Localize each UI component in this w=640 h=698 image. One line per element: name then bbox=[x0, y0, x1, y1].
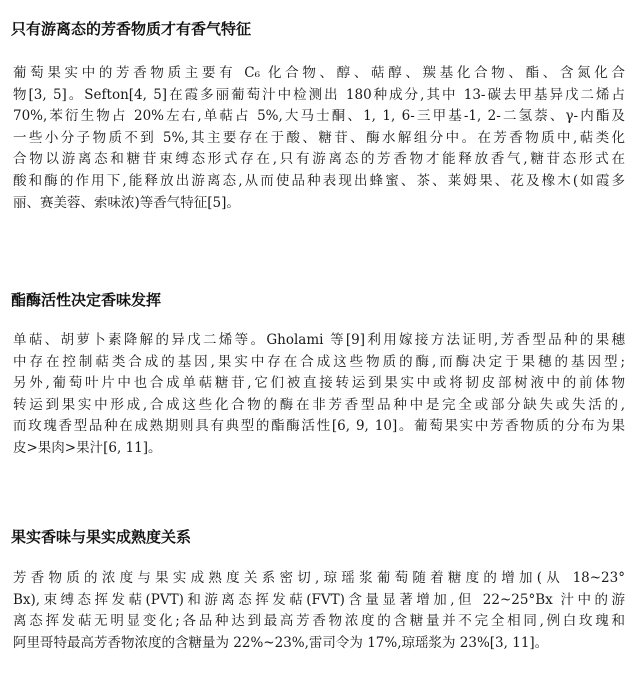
paragraph-line: 芳香物质的浓度与果实成熟度关系密切,琼瑶浆葡萄随着糖度的增加(从 18~23° bbox=[13, 570, 625, 586]
paragraph-line: 酸和酶的作用下,能释放出游离态,从而使品种表现出蜂蜜、茶、莱姆果、花及橡木(如霞多 bbox=[13, 172, 625, 189]
paragraph-line: Bx),束缚态挥发萜(PVT)和游离态挥发萜(FVT)含量显著增加,但 22~25°Bx 汁中的游 bbox=[13, 591, 625, 608]
section-heading-esterase: 酯酶活性决定香味发挥 bbox=[11, 291, 162, 309]
section-paragraph-esterase bbox=[13, 330, 625, 460]
paragraph-line: 单萜、胡萝卜素降解的异戊二烯等。Gholami 等[9]利用嫁接方法证明,芳香型品种的果穗 bbox=[13, 332, 625, 348]
paragraph-line: 而玫瑰香型品种在成熟期则具有典型的酯酶活性[6, 9, 10]。葡萄果实中芳香物质的分布为果 bbox=[13, 418, 625, 435]
section-paragraph-free-aroma bbox=[13, 63, 625, 214]
paragraph-line: 70%,苯衍生物占 20%左右,单萜占 5%,大马士酮、1, 1, 6-三甲基-1, 2-二氢萘、γ-内酯及 bbox=[13, 108, 625, 125]
paragraph-line: 转运到果实中形成,合成这些化合物的酶在非芳香型品种中是完全或部分缺失或失活的, bbox=[13, 396, 625, 413]
paragraph-line: 合物以游离态和糖苷束缚态形式存在,只有游离态的芳香物才能释放香气,糖苷态形式在 bbox=[13, 151, 625, 168]
section-heading-ripeness: 果实香味与果实成熟度关系 bbox=[11, 528, 192, 546]
paragraph-line: 皮>果肉>果汁[6, 11]。 bbox=[13, 439, 162, 456]
section-paragraph-ripeness bbox=[13, 568, 625, 654]
paragraph-line: 葡萄果实中的芳香物质主要有 C₆ 化合物、醇、萜醇、羰基化合物、酯、含氮化合 bbox=[13, 65, 625, 81]
paragraph-line: 一些小分子物质不到 5%,其主要存在于酸、糖苷、酶水解组分中。在芳香物质中,萜类化 bbox=[13, 129, 625, 146]
paragraph-line: 丽、赛美蓉、索味浓)等香气特征[5]。 bbox=[13, 194, 240, 211]
paragraph-line: 中存在控制萜类合成的基因,果实中存在合成这些物质的酶,而酶决定于果穗的基因型; bbox=[13, 353, 625, 370]
section-heading-free-aroma: 只有游离态的芳香物质才有香气特征 bbox=[11, 20, 252, 38]
paragraph-line: 阿里哥特最高芳香物浓度的含糖量为 22%~23%,雷司令为 17%,琼瑶浆为 23%[3, 11]。 bbox=[13, 634, 549, 651]
paragraph-line: 另外,葡萄叶片中也合成单萜糖苷,它们被直接转运到果实中或将韧皮部树液中的前体物 bbox=[13, 375, 625, 392]
paragraph-line: 离态挥发萜无明显变化;各品种达到最高芳香物浓度的含糖量并不完全相同,例白玫瑰和 bbox=[13, 613, 625, 630]
paragraph-line: 物[3, 5]。Sefton[4, 5]在霞多丽葡萄汁中检测出 180种成分,其中 13-碳去甲基异戊二烯占 bbox=[13, 86, 625, 103]
